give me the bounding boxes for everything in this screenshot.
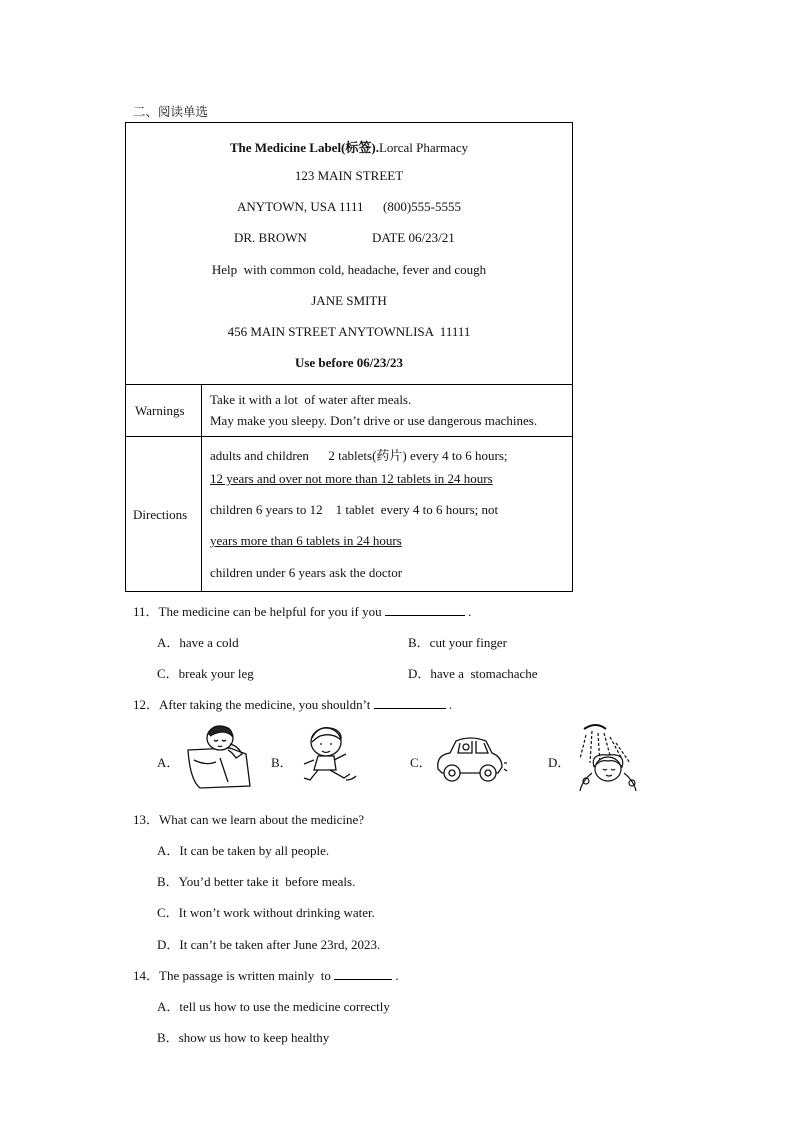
option-c: C． [410,755,432,770]
directions-line: children 6 years to 12 1 tablet every 4 to 6 hours; not [210,502,499,517]
option-a: A． [157,755,180,770]
question-stem: 12．After taking the medicine, you shouldn’t [133,697,371,712]
section-title: 二、阅读单选 [133,104,209,119]
label-doctor: DR. BROWN [234,230,307,245]
sleeping-child-image [180,720,255,792]
showering-girl-image [572,723,644,795]
warnings-line: May make you sleepy. Don’t drive or use dangerous machines. [210,413,538,428]
warnings-line: Take it with a lot of water after meals. [210,392,412,407]
option-d: D．have a stomachache [408,666,538,681]
warnings-header: Warnings [135,403,185,418]
directions-line: children under 6 years ask the doctor [210,565,403,580]
directions-line: adults and children 2 tablets(药片) every 4 to 6 hours; [210,448,508,463]
question-end: . [448,697,453,712]
car-image [432,733,508,785]
medicine-label-table [125,122,573,592]
answer-blank [385,605,465,616]
option-c: C．break your leg [157,666,254,681]
directions-line: 12 years and over not more than 12 tablets in 24 hours [210,471,493,486]
label-address: 123 MAIN STREET [294,168,404,183]
directions-header: Directions [133,507,188,522]
directions-line: years more than 6 tablets in 24 hours [210,533,402,548]
option-d: D．It can’t be taken after June 23rd, 2023. [157,937,381,952]
option-b: B．You’d better take it before meals. [157,874,356,889]
question-13: 13．What can we learn about the medicine? [133,812,365,827]
question-stem: 11．The medicine can be helpful for you if you [133,604,382,619]
option-d: D． [548,755,571,770]
option-c: C．It won’t work without drinking water. [157,905,375,920]
question-14 [133,965,399,984]
label-help: Help with common cold, headache, fever and cough [211,262,487,277]
option-b: B． [271,755,293,770]
option-a: A．have a cold [157,635,239,650]
option-b: B．cut your finger [408,635,507,650]
label-patient-address: 456 MAIN STREET ANYTOWNLISA 11111 [227,324,471,339]
answer-blank [374,698,446,709]
table-divider [126,436,572,437]
label-use-before: Use before 06/23/23 [294,355,404,370]
label-town-phone: ANYTOWN, USA 1111 (800)555-5555 [237,199,461,214]
question-end: . [395,968,399,983]
label-patient: JANE SMITH [311,293,387,308]
label-title-bold: The Medicine Label(标签). [229,140,379,155]
label-title-pharmacy: Lorcal Pharmacy [378,140,469,155]
table-divider [126,384,572,385]
question-12 [133,694,452,713]
option-a: A．tell us how to use the medicine correctly [157,999,390,1014]
table-column-divider [201,384,202,591]
option-b: B．show us how to keep healthy [157,1030,330,1045]
label-title [126,137,572,156]
question-11 [133,601,471,620]
option-a: A．It can be taken by all people. [157,843,330,858]
label-date: DATE 06/23/21 [372,230,455,245]
question-end: . [468,604,472,619]
running-boy-image [300,724,365,792]
answer-blank [334,969,392,980]
question-stem: 14．The passage is written mainly to [133,968,331,983]
